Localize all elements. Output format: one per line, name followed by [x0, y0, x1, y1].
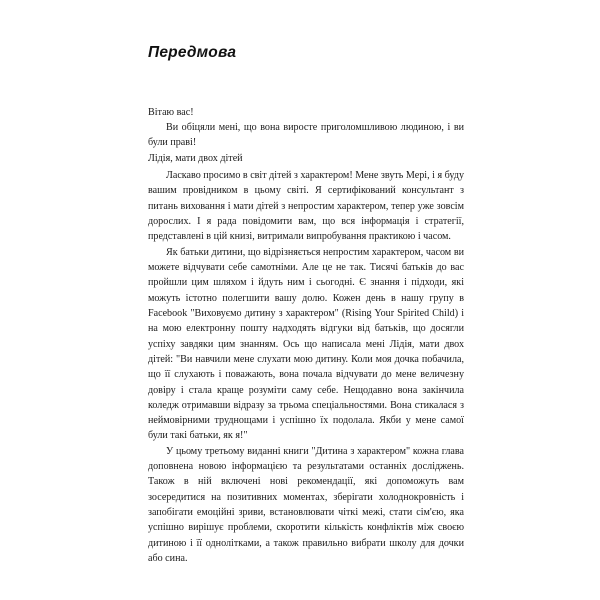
paragraph-quote-intro: Ви обіцяли мені, що вона виросте приголомшливою людиною, і ви були праві! [148, 121, 464, 149]
page-content [148, 44, 464, 566]
page-title: Передмова [148, 44, 237, 61]
body-text-block [148, 105, 464, 567]
paragraph-third-edition: У цьому третьому виданні книги "Дитина з характером" кожна глава доповнена новою інформацією та результатами останніх досліджень. Також в ній включені нові рекомендації, які допоможуть вам зосередитися на позитивних моментах, зберігати холоднокровність і запобігати емоційні зриви, встановлювати чіткі межі, стати сім'єю, яка успішно вирішує проблеми, скоротити кількість конфліктів між своєю дитиною і її однолітками, а також правильно вибрати школу для дочки або сина. [148, 445, 464, 565]
paragraph-greeting: Вітаю вас! [148, 106, 194, 118]
paragraph-parents: Як батьки дитини, що відрізняється непростим характером, часом ви можете відчувати себе самотніми. Але це не так. Тисячі батьків до вас пройшли цим шляхом і йдуть ним і сьогодні. Є знання і підходи, які можуть істотно полегшити вашу долю. Кожен день в нашу групу в Facebook "Виховуємо дитину з характером" (Rising Your Spirited Child) і на мою електронну пошту надходять відгуки від батьків, що досягли успіху завдяки цим знанням. Ось що написала мені Лідія, мати двох дітей: "Ви навчили мене слухати мою дитину. Коли моя дочка побачила, що її слухають і поважають, вона почала відчувати до мене величезну довіру і стала краще розуміти саму себе. Нещодавно вона закінчила коледж отримавши відразу за трьома спеціальностями. Вона стикалася з неймовірними труднощами і успішно їх подолала. Якби у мене самої були такі батьки, як я!" [148, 246, 464, 442]
paragraph-welcome: Ласкаво просимо в світ дітей з характером! Мене звуть Мері, і я буду вашим провідником в цьому світі. Я сертифікований консультант з питань виховання і мати дітей з непростим характером, тепер уже зовсім дорослих. І я рада повідомити вам, що вся інформація і стратегії, представлені в цій книзі, витримали випробування практикою і часом. [148, 169, 464, 243]
paragraph-signature: Лідія, мати двох дітей [148, 152, 243, 164]
